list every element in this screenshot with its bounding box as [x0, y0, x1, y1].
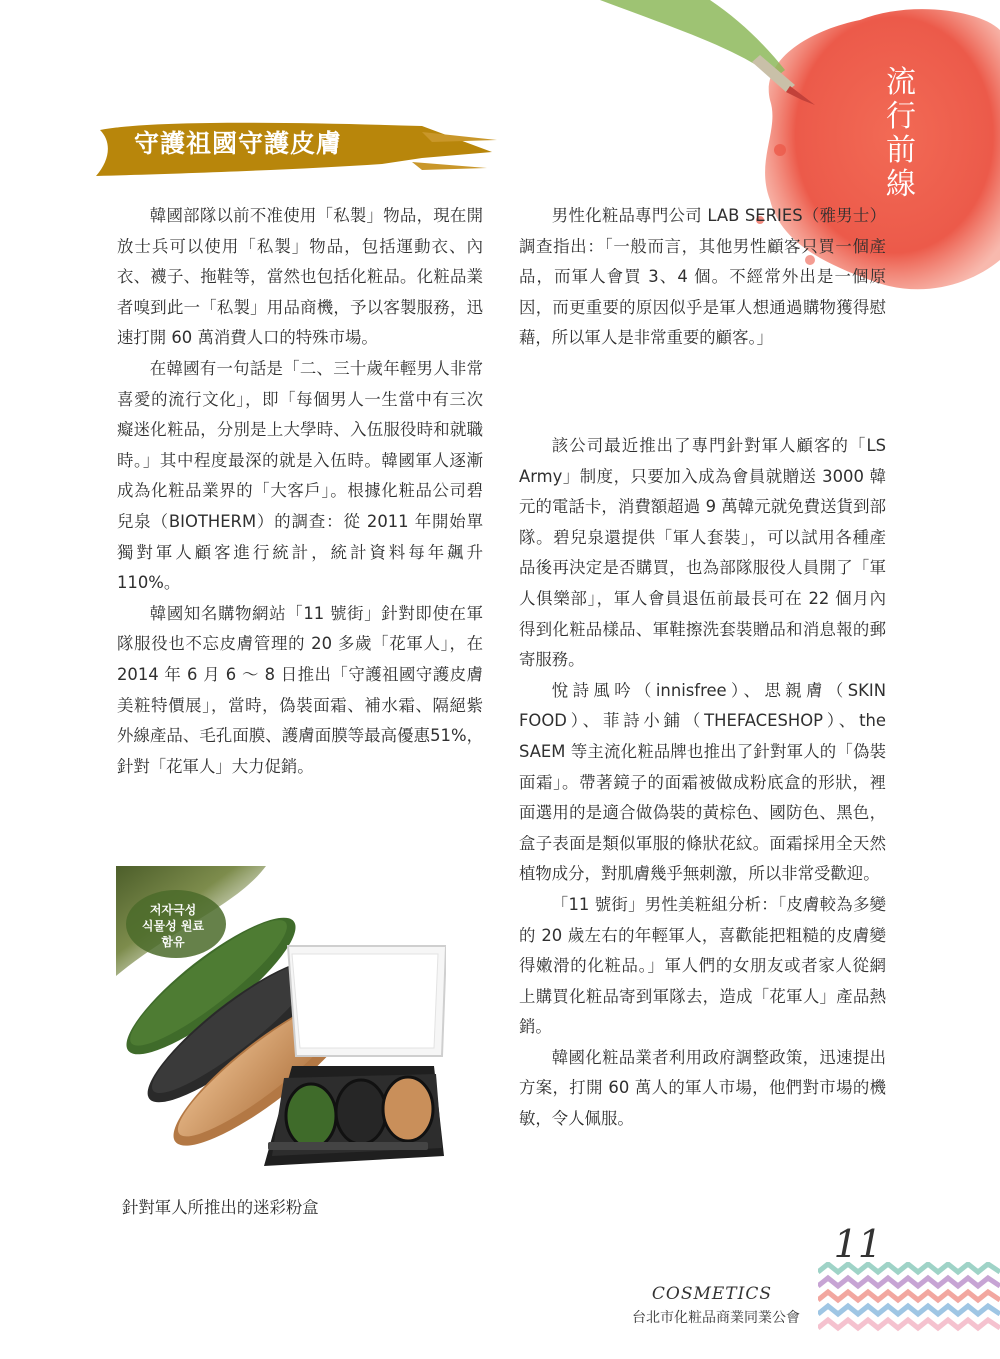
article-title: 守護祖國守護皮膚 — [134, 129, 343, 158]
image-caption: 針對軍人所推出的迷彩粉盒 — [122, 1198, 319, 1217]
page-number: 11 — [833, 1222, 882, 1266]
paragraph: 韓國化粧品業者利用政府調整政策，迅速提出方案，打開 60 萬人的軍人市場，他們對市場的機敏，令人佩服。 — [519, 1047, 886, 1129]
paragraph: 該公司最近推出了專門針對軍人顧客的「LS Army」制度，只要加入成為會員就贈送 3000 韓元的電話卡，消費額超過 9 萬韓元就免費送貨到部隊。碧兒泉還提供「軍人套裝」，可以試用各種產品後再決定是否購買，也為部隊服役人員開了「軍人俱樂部」，軍人會員退伍前最長可在 22 個月內得到化粧品樣品、軍鞋擦洗套裝贈品和消息報的郵寄服務。 — [519, 436, 886, 670]
right-column — [519, 431, 886, 1135]
left-column — [117, 201, 483, 782]
chevron-pattern-decoration — [818, 1262, 1000, 1336]
section-label-char: 行 — [886, 99, 916, 134]
paragraph: 悅詩風吟（innisfree）、思親膚（SKIN FOOD）、菲詩小鋪（THEFACESHOP）、the SAEM 等主流化粧品牌也推出了針對軍人的「偽裝面霜」。帶著鏡子的面霜被做成粉底盒的形狀，裡面選用的是適合做偽裝的黃棕色、國防色、黑色，盒子表面是類似軍服的條狀花紋。面霜採用全天然植物成分，對肌膚幾乎無刺激，所以非常受歡迎。 — [519, 680, 886, 884]
right-column-quote — [519, 201, 886, 354]
paragraph: 「11 號街」男性美粧組分析：「皮膚較為多變的 20 歲左右的年輕軍人，喜歡能把粗糙的皮膚變得嫩滑的化粧品。」軍人們的女朋友或者家人從網上購買化粧品寄到軍隊去，造成「花軍人」產品熱銷。 — [519, 894, 886, 1037]
badge-line: 식물성 원료 — [141, 919, 205, 933]
paragraph: 在韓國有一句話是「二、三十歲年輕男人非常喜愛的流行文化」，即「每個男人一生當中有三次癡迷化粧品，分別是上大學時、入伍服役時和就職時。」其中程度最深的就是入伍時。韓國軍人逐漸成為化粧品業界的「大客戶」。根據化粧品公司碧兒泉（BIOTHERM）的調查：從 2011 年開始單獨對軍人顧客進行統計，統計資料每年飆升 110%。 — [117, 358, 483, 593]
publisher-name: 台北市化粧品商業同業公會 — [632, 1310, 800, 1326]
paragraph: 韓國知名購物網站「11 號街」針對即使在軍隊服役也不忘皮膚管理的 20 多歲「花軍人」，在 2014 年 6 月 6 ～ 8 日推出「守護祖國守護皮膚美粧特價展」，當時，偽裝面霜、補水霜、隔絕紫外線產品、毛孔面膜、護膚面膜等最高優惠51%，針對「花軍人」大力促銷。 — [117, 603, 483, 776]
paintbrush-icon — [590, 0, 820, 110]
magazine-name: COSMETICS — [651, 1284, 772, 1304]
paragraph: 男性化粧品專門公司 LAB SERIES（雅男士）調查指出：「一般而言，其他男性顧客只買一個產品，而軍人會買 3、4 個。不經常外出是一個原因，而更重要的原因似乎是軍人想通過購物獲得慰藉，所以軍人是非常重要的顧客。」 — [519, 206, 886, 348]
paragraph: 韓國部隊以前不准使用「私製」物品，現在開放士兵可以使用「私製」物品，包括運動衣、內衣、襪子、拖鞋等，當然也包括化粧品。化粧品業者嗅到此一「私製」用品商機，予以客製服務，迅速打開 60 萬消費人口的特殊市場。 — [117, 206, 483, 348]
badge-line: 저자극성 — [149, 903, 197, 917]
section-label — [878, 66, 924, 202]
section-label-char: 流 — [886, 65, 916, 100]
section-label-char: 前 — [886, 133, 916, 168]
badge-line: 함유 — [161, 935, 185, 949]
section-label-char: 線 — [886, 167, 916, 202]
product-badge — [138, 902, 208, 950]
